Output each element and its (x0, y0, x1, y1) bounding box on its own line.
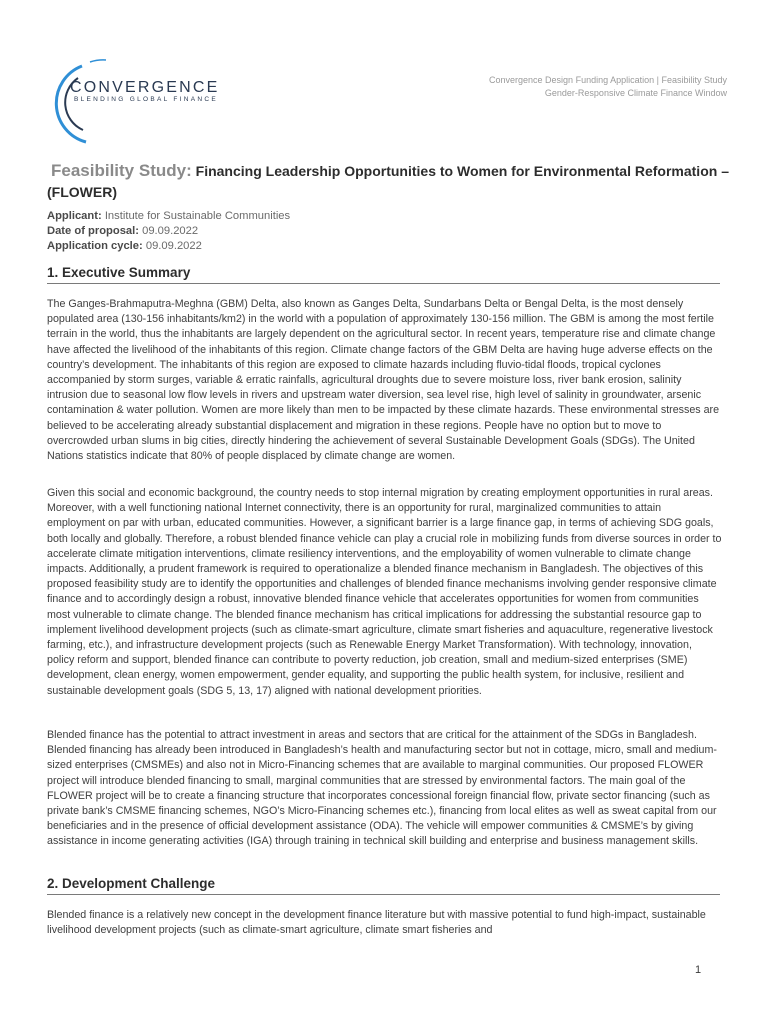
title-main: Financing Leadership Opportunities to Women for Environmental Reformation – (FLOWER) (47, 163, 729, 200)
applicant-value: Institute for Sustainable Communities (104, 210, 291, 222)
paragraph: Blended finance has the potential to attract investment in areas and sectors that are critical for the attainment of the SDGs in Bangladesh. Blended financing has already been introduced in Bangladesh’s health and manufacturing sector but not in cottage, micro, small and medium-sized enterprises (CMSMEs) and also not in Micro-Financing schemes that are available to marginal communities. Our proposed FLOWER project will introduce blended financing to small, marginal communities that are stressed by environmental factors. The main goal of the FLOWER project will be to create a financing structure that incorporates concessional foreign financial flow, private sector financing (such as private bank’s CMSME financing schemes, NGO’s Micro-Financing schemes etc.), financing from local elites as well as sweat capital from our beneficiaries and in the presence of official development assistance (ODA). The vehicle will empower communities & CMSME’s by giving assistance in income generating activities (IGA) through training in technical skill building and enterprise and business management skills. (47, 729, 717, 848)
paragraph: Blended finance is a relatively new concept in the development finance literature but with massive potential to fund high-impact, sustainable livelihood development projects (such as climate-smart agriculture, climate smart fisheries and (47, 909, 706, 937)
header-line-1: Convergence Design Funding Application | Feasibility Study (489, 75, 727, 85)
section-heading-development-challenge: 2. Development Challenge (47, 876, 720, 895)
page-number: 1 (695, 964, 702, 976)
applicant-label: Applicant: (47, 210, 102, 222)
convergence-logo-icon (50, 58, 250, 148)
proposal-meta (47, 209, 290, 254)
document-title (47, 160, 732, 203)
document-header (489, 74, 727, 100)
proposal-date-value: 09.09.2022 (142, 225, 199, 237)
paragraph: The Ganges-Brahmaputra-Meghna (GBM) Delta, also known as Ganges Delta, Sundarbans Delta or Bengal Delta, is the most densely populated area (130-156 inhabitants/km2) in the world with a population of approximately 130-156 million. The GBM is among the most fertile terrain in the world, thus the inhabitants are largely dependent on the agricultural sector. In recent years, temperature rise and climate change have affected the livelihood of the inhabitants of this region. Climate change factors of the GBM Delta are having huge adverse effects on the country’s development. The inhabitants of this region are exposed to climate hazards including fluvio-tidal floods, tropical cyclones accompanied by storm surges, variable & erratic rainfalls, agricultural droughts due to severe moisture loss, river bank erosion, salinity intrusion due to seasonal low flow levels in rivers and upstream water diversion, sea level rise, high level of salinity in groundwater, arsenic contamination & water pollution. Women are more likely than men to be impacted by these climate hazards. These environmental stresses are believed to be accelerating already substantial displacement and migration in these regions. People have no option but to move to overcrowded urban slums in big cities, directly hindering the achievement of several Sustainable Development Goals (SDGs). The United Nations statistics indicate that 80% of people displaced by climate change are women. (47, 298, 720, 463)
logo-wordmark: CONVERGENCE (70, 79, 220, 96)
proposal-date-label: Date of proposal: (47, 225, 139, 237)
cycle-label: Application cycle: (47, 240, 143, 252)
header-line-2: Gender-Responsive Climate Finance Window (544, 88, 727, 98)
logo-tagline: BLENDING GLOBAL FINANCE (74, 96, 219, 103)
cycle-value: 09.09.2022 (145, 240, 202, 252)
section-heading-executive-summary: 1. Executive Summary (47, 265, 720, 284)
paragraph: Given this social and economic background, the country needs to stop internal migration by creating employment opportunities in rural areas. Moreover, with a well functioning national Internet connectivity, there is an opportunity for rural, marginalized communities to attain employment on par with urban, educated communities. However, a significant barrier is a large finance gap, in terms of achieving SDG goals, both locally and globally. Therefore, a robust blended finance vehicle can play a crucial role in mobilizing funds from diverse sources in order to accelerate climate mitigation interventions, climate resiliency interventions, and the employability of women vulnerable to climate change impacts. Additionally, a prudent framework is required to operationalize a blended finance mechanism in Bangladesh. The objectives of this proposed feasibility study are to identify the opportunities and challenges of blended finance mechanisms involving gender responsive climate finance and to accordingly design a robust, innovative blended finance vehicle that accelerates opportunities for women from communities most vulnerable to climate change. The blended finance mechanism has critical implications for addressing the substantial resource gap to implement livelihood development projects (such as climate-smart agriculture, climate smart fisheries and aquaculture, regenerative livestock farming, etc.), and infrastructure development projects (such as Renewable Energy Market Transformation). With technology, innovation, policy reform and support, blended finance can contribute to poverty reduction, job creation, small and medium-sized enterprises (SME) development, clean energy, women empowerment, gender equality, and supporting the public health system, for inclusive, resilient and sustainable development goals (SDG 5, 13, 17) aligned with national development priorities. (47, 487, 722, 697)
title-prefix: Feasibility Study: (51, 161, 192, 180)
